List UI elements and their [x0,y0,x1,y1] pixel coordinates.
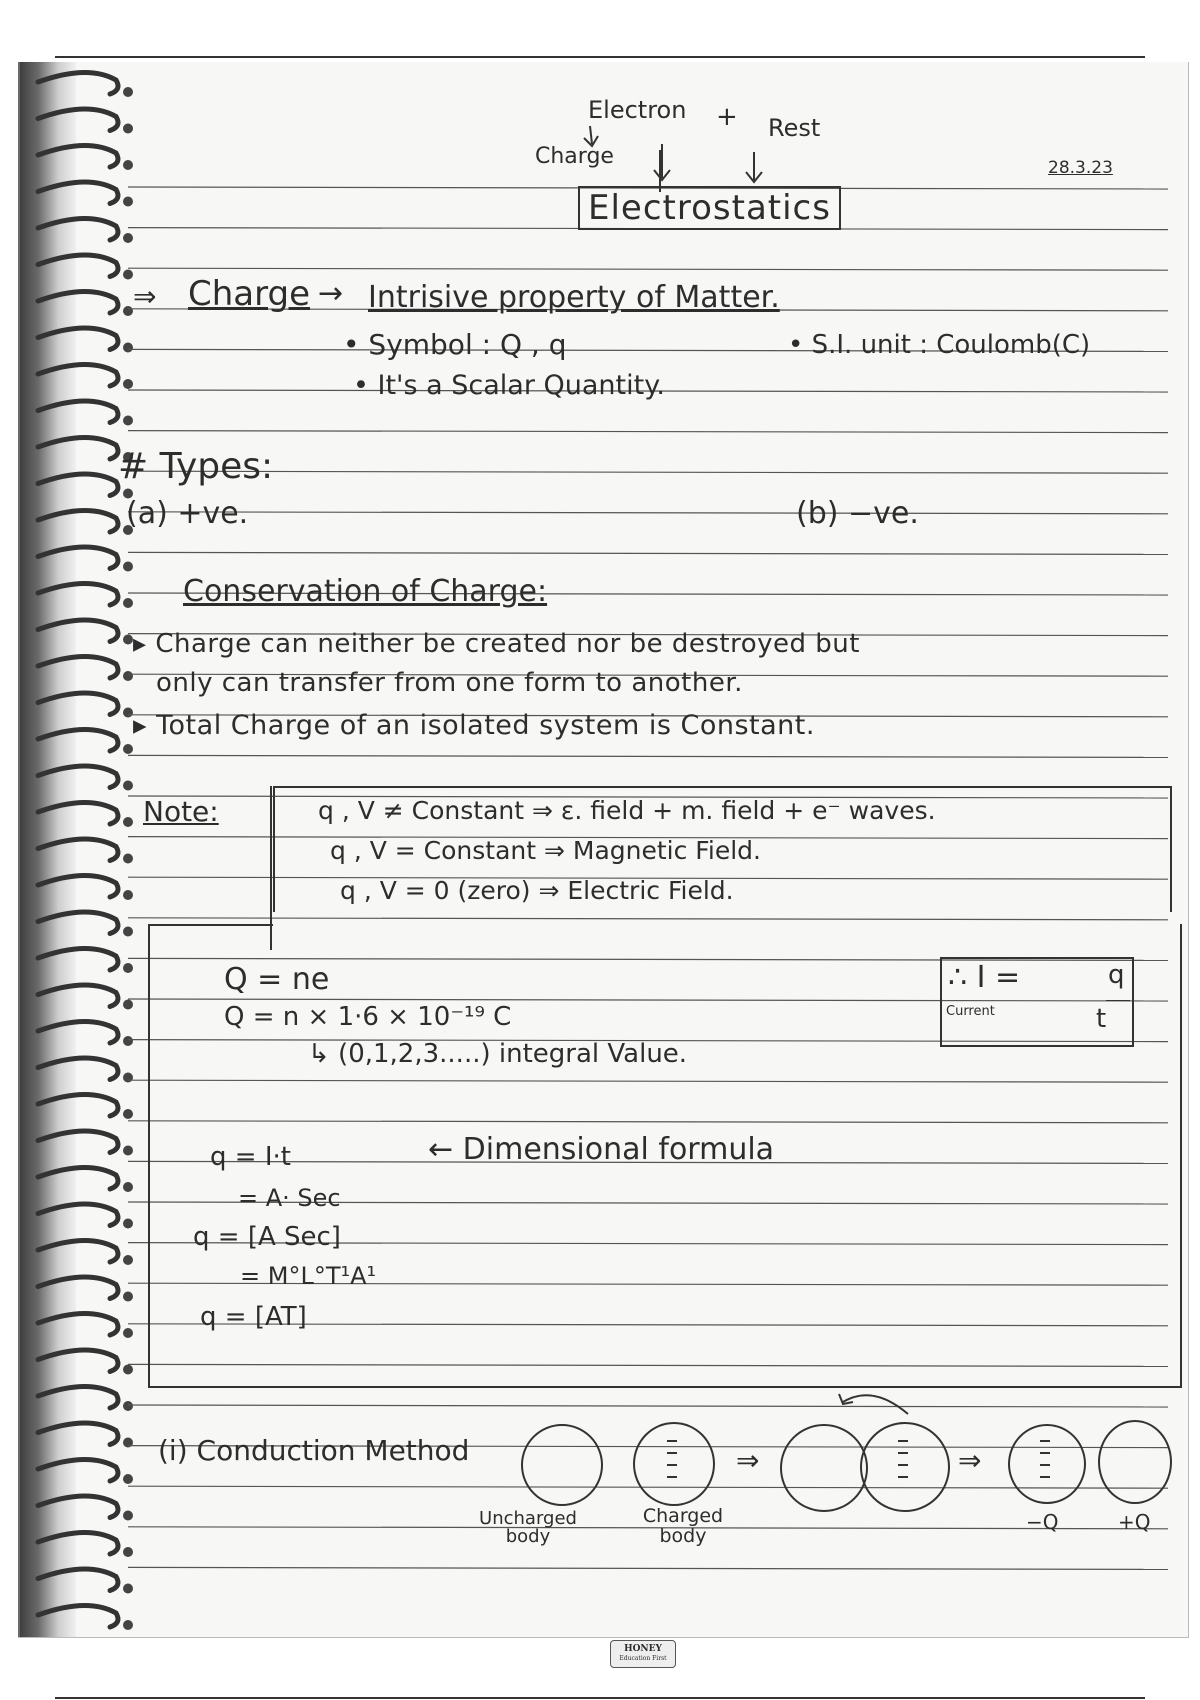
positive-q-label: +Q [1118,1510,1151,1534]
notebook-page [18,62,1189,1662]
type-negative: (b) −ve. [796,496,919,531]
definition-arrow: → [318,276,344,311]
type-positive: (a) +ve. [126,496,249,531]
conservation-line-1: ▸ Charge can neither be created nor be destroyed but [133,629,860,659]
quantization-eq-3: ↳ (0,1,2,3.....) integral Value. [308,1039,688,1069]
charge-label: Charge [535,144,614,169]
dimensional-eq-3: q = [A Sec] [193,1222,341,1252]
dimensional-eq-5: q = [AT] [200,1302,307,1332]
charge-si-unit: • S.I. unit : Coulomb(C) [788,330,1091,360]
conduction-arrow-2: ⇒ [958,1444,982,1477]
separated-body-positive [1098,1420,1172,1504]
rest-label: Rest [768,114,821,142]
header-arrows [578,122,798,192]
conservation-line-3: ▸ Total Charge of an isolated system is Constant. [133,710,815,741]
note-row-2: q , V = Constant ⇒ Magnetic Field. [330,836,761,865]
uncharged-label: Uncharged body [479,1508,577,1547]
bottom-rule [55,1697,1145,1699]
quantization-eq-2: Q = n × 1·6 × 10⁻¹⁹ C [224,1002,512,1032]
charge-scalar: • It's a Scalar Quantity. [353,370,665,401]
touching-body-right [860,1422,950,1512]
charge-term: Charge [188,274,311,314]
current-numerator: q [1108,960,1125,990]
charged-label: Charged body [642,1505,724,1547]
implies-arrow: ⇒ [133,280,157,313]
date: 28.3.23 [1048,158,1113,178]
current-formula: ∴ I = [948,960,1021,995]
conservation-heading: Conservation of Charge: [183,574,548,609]
negative-q-label: −Q [1026,1510,1059,1534]
plus-sign: + [716,102,738,132]
dimensional-eq-1: q = I·t [210,1142,291,1172]
page-title: Electrostatics [578,186,841,230]
logo-brand: HONEY [624,1644,662,1654]
dimensional-label: ← Dimensional formula [428,1132,775,1167]
charge-symbol: • Symbol : Q , q [343,328,567,361]
current-denominator: t [1096,1004,1107,1034]
charge-definition: Intrisive property of Matter. [368,280,780,315]
top-rule [55,56,1145,58]
touching-body-left [780,1424,868,1512]
conservation-line-2: only can transfer from one form to another. [156,668,743,698]
dimensional-eq-4: = M°L°T¹A¹ [240,1262,377,1290]
note-label: Note: [143,795,219,828]
dimensional-eq-2: = A· Sec [238,1184,341,1212]
charged-body-circle [633,1422,715,1506]
electron-label: Electron [588,96,687,124]
uncharged-body-circle [521,1424,603,1506]
honey-logo [610,1640,676,1668]
logo-tagline: Education First [619,1655,667,1662]
conduction-heading: (i) Conduction Method [158,1434,470,1467]
transfer-arrow [833,1382,923,1422]
note-row-1: q , V ≠ Constant ⇒ ε. field + m. field + e⁻ waves. [318,796,936,825]
types-heading: # Types: [118,446,274,487]
fraction-bar [1106,1000,1130,1001]
conduction-arrow-1: ⇒ [736,1444,760,1477]
note-row-3: q , V = 0 (zero) ⇒ Electric Field. [340,876,734,905]
quantization-eq-1: Q = ne [224,962,330,997]
current-label: Current [946,1004,995,1019]
separated-body-negative [1008,1424,1086,1504]
